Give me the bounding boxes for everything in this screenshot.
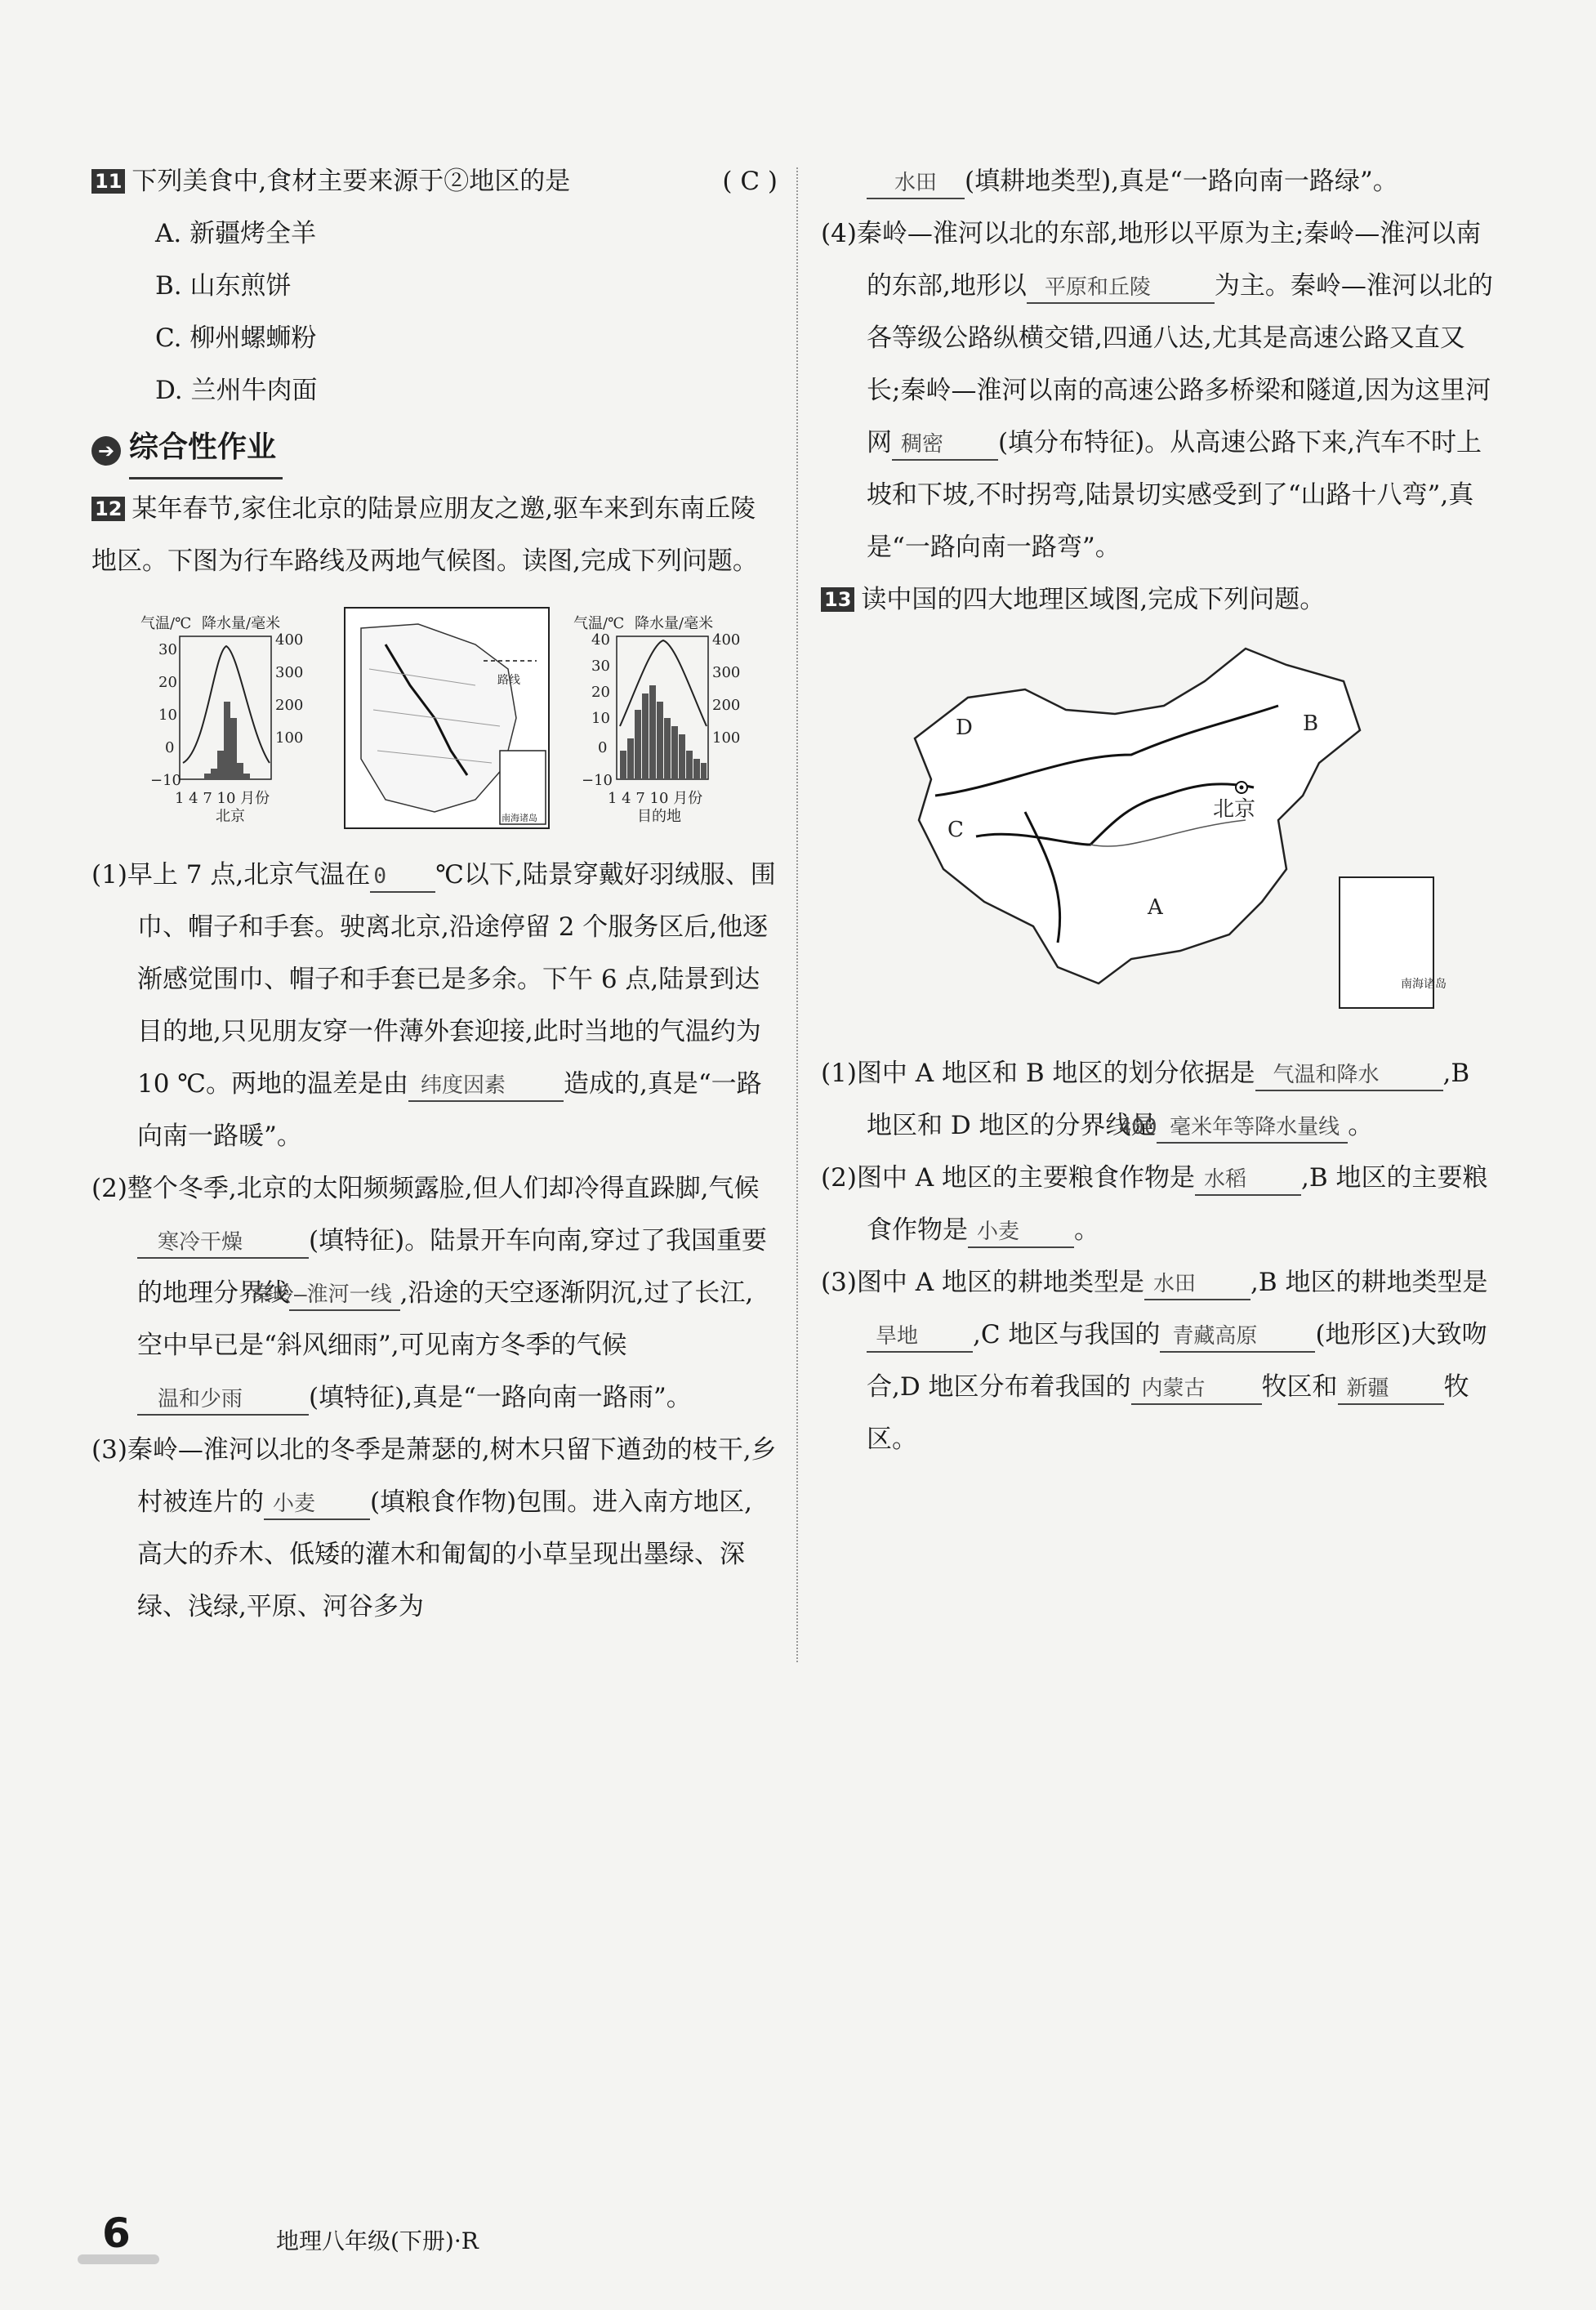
answer-blank: 气温和降水 <box>1255 1060 1443 1091</box>
chart-place: 目的地 <box>637 808 681 825</box>
answer-blank: 稠密 <box>892 430 998 461</box>
option-d: D. 兰州牛肉面 <box>155 376 318 405</box>
text: (填粮食作物)包围。进入南方地区,高大的乔木、低矮的灌木和匍匐的小草呈现出墨绿、深绿、浅绿,平原、河谷多为 <box>137 1487 753 1621</box>
text: ,B 地区的耕地类型是 <box>1250 1268 1488 1297</box>
question-stem: 读中国的四大地理区域图,完成下列问题。 <box>861 585 1326 614</box>
text: (填分布特征)。从高速公路下来,汽车不时上坡和下坡,不时拐弯,陆景切实感受到了“山路十八弯”,真是“一路向南一路弯”。 <box>867 428 1482 562</box>
chart-place: 北京 <box>216 808 245 825</box>
text: ,沿途的天空逐渐阴沉,过了长江,空中早已是“斜风细雨”,可见南方冬季的气候 <box>137 1278 754 1360</box>
temp-tick: 0 <box>165 739 175 756</box>
rain-tick: 100 <box>712 729 741 747</box>
inset-label: 南海诸岛 <box>502 813 537 823</box>
text: 牧区和 <box>1261 1372 1338 1402</box>
temp-tick: 20 <box>591 684 610 701</box>
page-number: 6 <box>102 2210 131 2257</box>
answer-blank: 温和少雨 <box>137 1385 309 1416</box>
climate-chart-beijing <box>140 615 303 825</box>
rain-tick: 400 <box>712 631 741 649</box>
route-map <box>345 608 549 828</box>
answer-blank: 水田 <box>867 168 965 199</box>
climate-chart-destination <box>573 615 740 825</box>
question-stem: 下列美食中,食材主要来源于②地区的是 <box>132 167 571 196</box>
answer-blank: 内蒙古 <box>1131 1374 1262 1405</box>
rain-tick: 200 <box>712 697 741 714</box>
left-column <box>91 155 778 1633</box>
question-number: 13 <box>821 587 854 612</box>
q13-part2 <box>821 1152 1499 1256</box>
q12-part2 <box>91 1162 778 1424</box>
text: (2)整个冬季,北京的太阳频频露脸,但人们却冷得直跺脚,气候 <box>91 1174 760 1203</box>
temp-tick: 10 <box>591 710 610 727</box>
temp-tick: 0 <box>598 739 608 756</box>
text: (1)图中 A 地区和 B 地区的划分依据是 <box>821 1059 1255 1088</box>
rain-tick: 200 <box>275 697 304 714</box>
q12-part3-continued <box>821 155 1499 207</box>
q12-part4 <box>821 207 1499 573</box>
climate-route-figure <box>91 595 778 841</box>
option-a: A. 新疆烤全羊 <box>155 219 317 248</box>
text: (1)早上 7 点,北京气温在 <box>91 860 371 890</box>
answer-blank: 青藏高原 <box>1160 1322 1315 1353</box>
q13-part1 <box>821 1047 1499 1152</box>
text: ,B 地区的主要粮食作物是 <box>867 1163 1488 1245</box>
rain-tick: 100 <box>275 729 304 747</box>
rain-tick: 300 <box>275 664 304 681</box>
beijing-label: 北京 <box>1213 797 1256 822</box>
option-b: B. 山东煎饼 <box>155 271 292 301</box>
answer-blank: 新疆 <box>1338 1374 1444 1405</box>
text: ,C 地区与我国的 <box>973 1320 1161 1349</box>
question-12 <box>91 483 778 587</box>
inset-label: 南海诸岛 <box>1401 978 1447 991</box>
temp-tick: 30 <box>158 641 177 658</box>
temp-tick: 20 <box>158 674 177 691</box>
text: 。 <box>1074 1215 1099 1245</box>
text: 造成的,真是“一路向南一路暖”。 <box>137 1069 762 1151</box>
q13-part3 <box>821 1256 1499 1465</box>
route-label: 路线 <box>497 674 520 687</box>
rain-tick: 400 <box>275 631 304 649</box>
temp-tick: −10 <box>582 772 613 789</box>
text: 为主。秦岭—淮河以北的各等级公路纵横交错,四通八达,尤其是高速公路又直又长;秦岭—淮河以南的高速公路多桥梁和隧道,因为这里河网 <box>867 271 1493 457</box>
region-b-label: B <box>1303 711 1319 736</box>
answer-blank: 秦岭—淮河一线 <box>289 1280 400 1311</box>
rain-tick: 300 <box>712 664 741 681</box>
answer-blank: 水稻 <box>1195 1165 1301 1196</box>
answer-blank: 寒冷干燥 <box>137 1228 309 1259</box>
column-divider <box>796 167 798 1662</box>
text: (3)秦岭—淮河以北的冬季是萧瑟的,树木只留下遒劲的枝干,乡村被连片的 <box>91 1435 777 1517</box>
question-11 <box>91 155 778 207</box>
temp-tick: 30 <box>591 658 610 675</box>
q12-part1 <box>91 849 778 1162</box>
temp-axis-label: 气温/℃ <box>140 615 192 632</box>
option-c: C. 柳州螺蛳粉 <box>155 323 317 353</box>
book-title: 地理八年级(下册)·R <box>276 2228 479 2254</box>
question-stem: 某年春节,家住北京的陆景应朋友之邀,驱车来到东南丘陵地区。下图为行车路线及两地气候图。读图,完成下列问题。 <box>91 494 758 576</box>
answer-blank: 旱地 <box>867 1322 973 1353</box>
text: (填耕地类型),真是“一路向南一路绿”。 <box>965 167 1398 196</box>
answer-blank: 0 <box>370 862 435 893</box>
temp-axis-label: 气温/℃ <box>573 615 625 632</box>
question-number: 12 <box>91 497 125 521</box>
text: (填特征),真是“一路向南一路雨”。 <box>309 1383 692 1412</box>
temp-tick: 40 <box>591 631 610 649</box>
answer-blank: 纬度因素 <box>408 1071 564 1102</box>
month-ticks: 1 4 7 10 月份 <box>175 790 270 807</box>
section-title: 综合性作业 <box>129 421 283 479</box>
china-regions-figure <box>821 632 1499 1041</box>
answer-blank: 水田 <box>1144 1269 1250 1300</box>
region-a-label: A <box>1148 895 1163 920</box>
text: (3)图中 A 地区的耕地类型是 <box>821 1268 1145 1297</box>
arrow-icon: ➔ <box>91 436 121 466</box>
question-13 <box>821 573 1499 626</box>
text: (4)秦岭—淮河以北的东部,地形以平原为主;秦岭—淮河以南的东部,地形以 <box>821 219 1482 301</box>
china-map-svg <box>821 632 1499 1041</box>
section-heading <box>91 421 778 479</box>
answer-bracket: ( C ) <box>722 167 778 196</box>
text: 。 <box>1348 1111 1374 1140</box>
answer-blank: 小麦 <box>968 1217 1074 1248</box>
temp-tick: −10 <box>150 772 181 789</box>
month-ticks: 1 4 7 10 月份 <box>608 790 703 807</box>
rain-axis-label: 降水量/毫米 <box>202 615 281 632</box>
rain-bars <box>620 685 707 779</box>
temp-tick: 10 <box>158 707 177 724</box>
q12-part3 <box>91 1424 778 1633</box>
text: ℃以下,陆景穿戴好羽绒服、围巾、帽子和手套。驶离北京,沿途停留 2 个服务区后,他逐渐感觉围巾、帽子和手套已是多余。下午 6 点,陆景到达目的地,只见朋友穿一件薄外套迎接,此时当地的气温约为10 ℃。两地的温差是由 <box>137 860 776 1099</box>
region-d-label: D <box>956 716 973 740</box>
answer-blank: 小麦 <box>264 1489 370 1520</box>
text: (地形区)大致吻合,D 地区分布着我国的 <box>867 1320 1487 1402</box>
text: ,B 地区和 D 地区的分界线是 <box>867 1059 1470 1140</box>
rain-bars <box>204 702 250 779</box>
answer-blank: 400 毫米年等降水量线 <box>1157 1113 1349 1144</box>
region-c-label: C <box>947 818 964 842</box>
text: (2)图中 A 地区的主要粮食作物是 <box>821 1163 1196 1193</box>
question-number: 11 <box>91 169 125 194</box>
answer-blank: 平原和丘陵 <box>1027 273 1215 304</box>
text: 牧区。 <box>867 1372 1469 1454</box>
figure-svg <box>91 595 778 841</box>
right-column <box>821 155 1499 1465</box>
rain-axis-label: 降水量/毫米 <box>635 615 714 632</box>
text: (填特征)。陆景开车向南,穿过了我国重要的地理分界线 <box>137 1226 768 1308</box>
